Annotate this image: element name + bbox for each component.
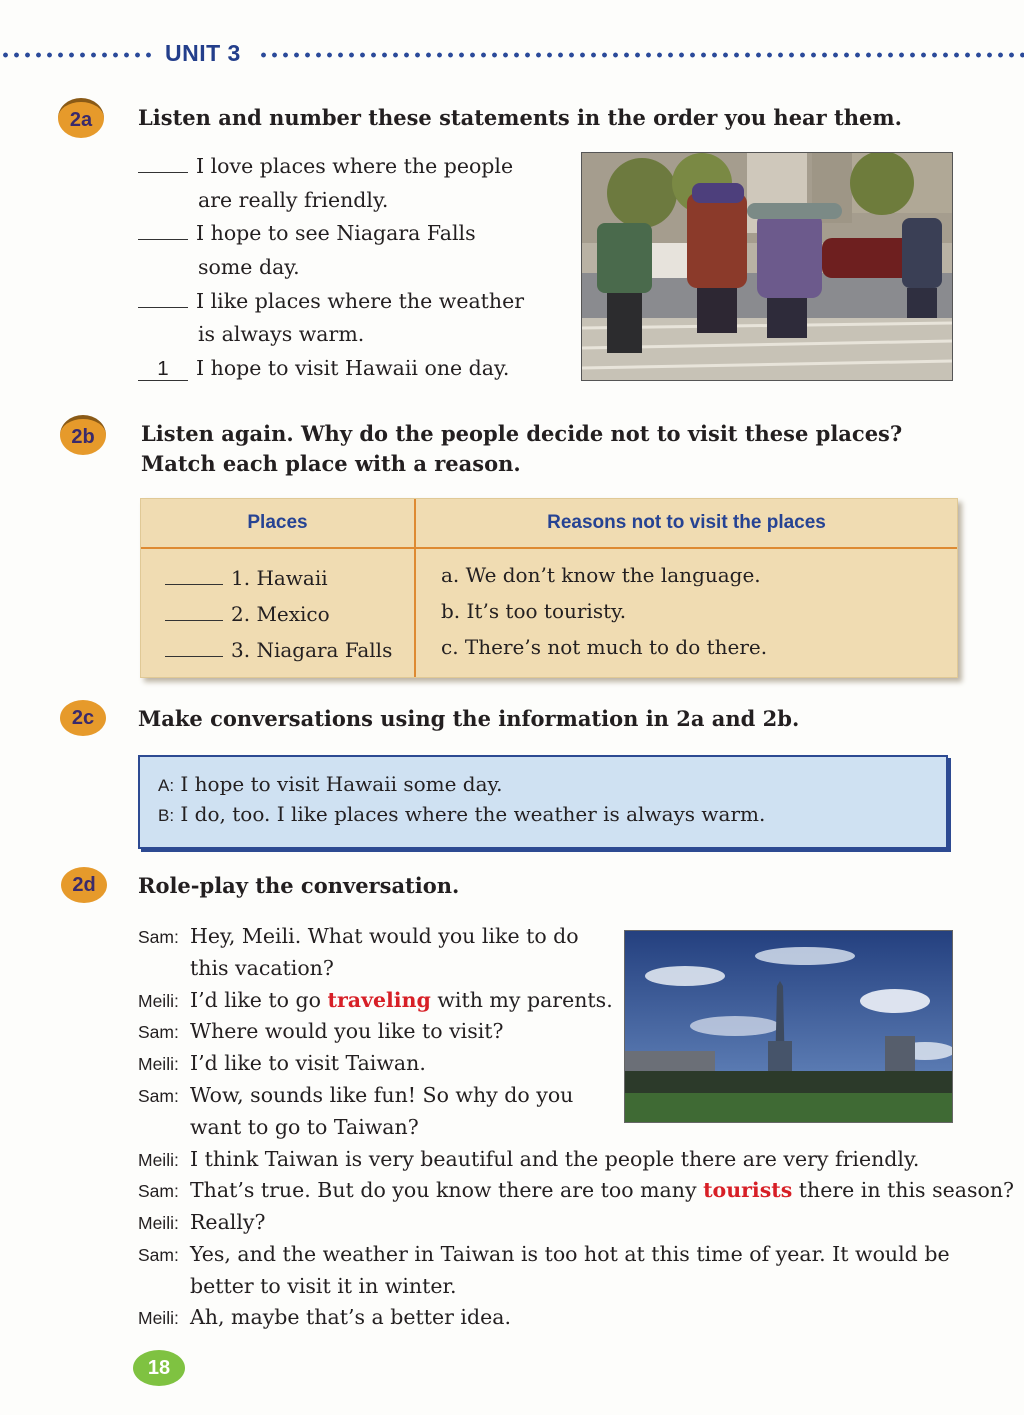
place-row-3: 3. Niagara Falls <box>165 634 392 662</box>
instruction-2d: Role-play the conversation. <box>138 873 460 898</box>
table-header-places: Places <box>141 499 414 549</box>
dialog-line-2: this vacation? <box>190 956 334 980</box>
taipei-skyline-photo <box>624 930 953 1123</box>
backpackers-photo <box>581 152 953 381</box>
dialog-line-10: Meili: Really? <box>138 1210 266 1234</box>
table-header-reasons: Reasons not to visit the places <box>416 499 957 549</box>
statement-3: I like places where the weather <box>138 285 524 319</box>
instruction-2b-line2: Match each place with a reason. <box>141 451 521 476</box>
instruction-2a: Listen and number these statements in the order you hear them. <box>138 105 902 130</box>
dialog-line-12: better to visit it in winter. <box>190 1274 457 1298</box>
matching-table <box>140 498 958 678</box>
reason-a: a. We don’t know the language. <box>441 563 761 587</box>
statement-2-cont: some day. <box>198 255 300 279</box>
dialog-line-6: Sam: Wow, sounds like fun! So why do you <box>138 1083 574 1107</box>
statement-1-cont: are really friendly. <box>198 188 389 212</box>
convo-line-b: B: I do, too. I like places where the weather is always warm. <box>158 802 766 826</box>
instruction-2b-line1: Listen again. Why do the people decide not to visit these places? <box>141 421 903 446</box>
badge-2b: 2b <box>60 415 106 455</box>
dialog-line-9: Sam: That’s true. But do you know there are too many tourists there in this season? <box>138 1178 1015 1202</box>
match-blank-2[interactable] <box>165 598 223 621</box>
dialog-line-11: Sam: Yes, and the weather in Taiwan is too hot at this time of year. It would be <box>138 1242 950 1266</box>
sample-conversation <box>138 755 948 849</box>
dialog-line-3: Meili: I’d like to go traveling with my parents. <box>138 988 613 1012</box>
answer-blank-4[interactable]: 1 <box>138 358 188 381</box>
header-dots-left <box>0 51 152 59</box>
answer-blank-1[interactable] <box>138 150 188 173</box>
instruction-2c: Make conversations using the information in 2a and 2b. <box>138 706 800 731</box>
match-blank-3[interactable] <box>165 634 223 657</box>
statement-1: I love places where the people <box>138 150 513 184</box>
badge-2a: 2a <box>58 98 104 138</box>
reason-c: c. There’s not much to do there. <box>441 635 768 659</box>
reason-b: b. It’s too touristy. <box>441 599 627 623</box>
dialog-line-5: Meili: I’d like to visit Taiwan. <box>138 1051 426 1075</box>
dialog-line-13: Meili: Ah, maybe that’s a better idea. <box>138 1305 511 1329</box>
convo-line-a: A: I hope to visit Hawaii some day. <box>158 772 503 796</box>
statement-3-cont: is always warm. <box>198 322 365 346</box>
match-blank-1[interactable] <box>165 562 223 585</box>
place-row-1: 1. Hawaii <box>165 562 328 590</box>
keyword-traveling: traveling <box>327 988 431 1012</box>
dialog-line-8: Meili: I think Taiwan is very beautiful and the people there are very friendly. <box>138 1147 920 1171</box>
unit-title: UNIT 3 <box>165 40 241 66</box>
page-number: 18 <box>133 1350 185 1386</box>
table-divider <box>414 499 416 677</box>
dialog-line-1: Sam: Hey, Meili. What would you like to do <box>138 924 579 948</box>
place-row-2: 2. Mexico <box>165 598 330 626</box>
dialog-line-7: want to go to Taiwan? <box>190 1115 419 1139</box>
dialog-line-4: Sam: Where would you like to visit? <box>138 1019 504 1043</box>
statement-4: 1 I hope to visit Hawaii one day. <box>138 352 509 386</box>
badge-2d: 2d <box>61 867 107 903</box>
answer-blank-2[interactable] <box>138 217 188 240</box>
header-dots-right <box>258 51 1024 59</box>
answer-blank-3[interactable] <box>138 285 188 308</box>
badge-2c: 2c <box>60 700 106 736</box>
statement-2: I hope to see Niagara Falls <box>138 217 476 251</box>
keyword-tourists: tourists <box>703 1178 793 1202</box>
